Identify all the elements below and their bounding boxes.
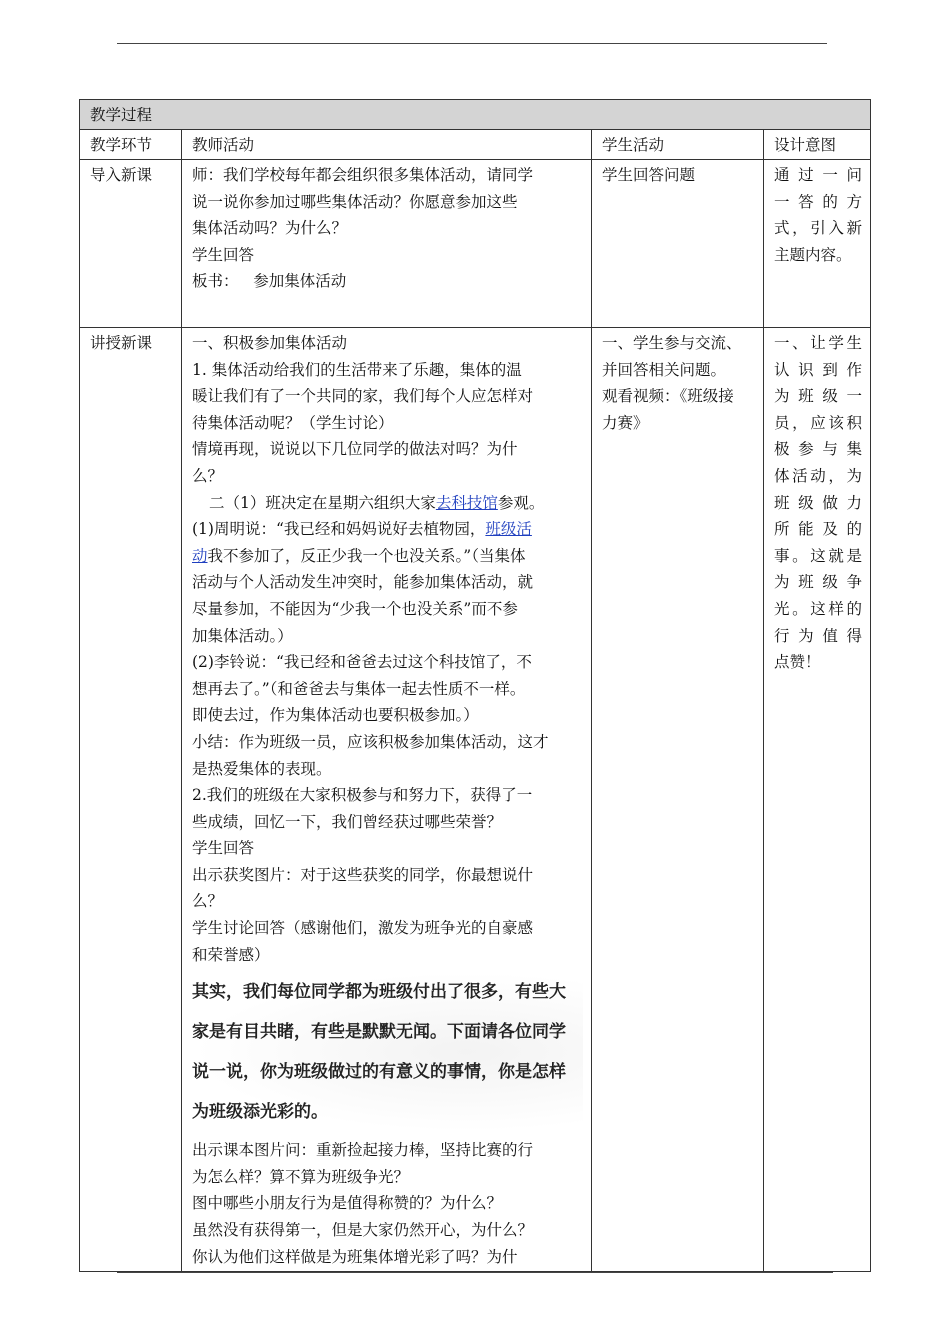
zhou-prefix: (1)周明说：“我已经和妈妈说好去植物园， <box>192 520 486 539</box>
text-line: 通 过 一 问 <box>774 166 863 184</box>
intro-stage: 导入新课 <box>80 160 182 328</box>
text-line: 是热爱集体的表现。 <box>192 759 332 778</box>
zhou-line <box>192 516 583 543</box>
column-header-row <box>80 130 871 160</box>
intro-intent-cell <box>764 160 871 328</box>
bold-line: 为班级添光彩的。 <box>192 1102 328 1123</box>
text-line: 并回答相关问题。 <box>602 360 727 379</box>
section-title: 教学过程 <box>80 100 871 130</box>
class-activity-link[interactable]: 班级活 <box>485 520 532 539</box>
text-line: 力赛》 <box>602 413 649 432</box>
text-line: 事。这就是 <box>774 546 863 565</box>
text-line: 认 识 到 作 <box>774 360 863 379</box>
text-line: 些成绩，回忆一下，我们曾经获过哪些荣誉？ <box>192 812 503 831</box>
text-line: 学生回答 <box>192 839 255 858</box>
header-student: 学生活动 <box>592 130 764 160</box>
text-line: 极 参 与 集 <box>774 440 863 459</box>
text-line: 说一说你参加过哪些集体活动？你愿意参加这些 <box>192 192 518 211</box>
scene-line <box>192 490 583 517</box>
intro-student-cell: 学生回答问题 <box>592 160 764 328</box>
text-line: 一、学生参与交流、 <box>602 334 742 352</box>
text-line: 一 答 的 方 <box>774 192 863 211</box>
text-line: 2.我们的班级在大家积极参与和努力下，获得了一 <box>192 786 533 805</box>
text-line: 师：我们学校每年都会组织很多集体活动，请同学 <box>192 166 534 184</box>
top-rule <box>117 43 827 44</box>
bold-line: 家是有目共睹，有些是默默无闻。下面请各位同学 <box>192 1022 566 1043</box>
intro-row <box>80 160 871 328</box>
zhou-suffix: 我不参加了，反正少我一个也没关系。”（当集体 <box>207 546 526 565</box>
text-line: 为怎么样？算不算为班级争光？ <box>192 1167 410 1186</box>
embedded-text-image <box>192 972 583 1132</box>
header-stage: 教学环节 <box>80 130 182 160</box>
bold-line: 说一说，你为班级做过的有意义的事情，你是怎样 <box>192 1062 566 1083</box>
text-line: 即使去过，作为集体活动也要积极参加。） <box>192 706 479 725</box>
text-line: 加集体活动。） <box>192 626 293 645</box>
text-line: 集体活动吗？为什么？ <box>192 219 348 238</box>
text-line: 小结：作为班级一员，应该积极参加集体活动，这才 <box>192 732 549 751</box>
text-line: 为 班 级 一 <box>774 387 863 406</box>
main-student-cell <box>592 328 764 1272</box>
main-row <box>80 328 871 1272</box>
science-museum-link[interactable]: 去科技馆 <box>435 493 498 512</box>
text-line: 虽然没有获得第一，但是大家仍然开心，为什么？ <box>192 1221 534 1240</box>
text-line: 点赞！ <box>774 653 821 672</box>
intro-teacher-cell <box>182 160 592 328</box>
text-line: 么？ <box>192 466 224 485</box>
text-line: 行 为 值 得 <box>774 626 863 645</box>
scene-suffix: 参观。 <box>497 493 545 512</box>
text-line: 员，应该积 <box>774 413 863 432</box>
lesson-table <box>79 99 871 1272</box>
text-line: 你认为他们这样做是为班集体增光彩了吗？为什 <box>192 1247 518 1266</box>
text-line: (2)李铃说：“我已经和爸爸去过这个科技馆了，不 <box>192 653 532 672</box>
text-line: 活动与个人活动发生冲突时，能参加集体活动，就 <box>192 573 534 592</box>
text-line: 班 级 做 力 <box>774 493 863 512</box>
text-line: 体活动，为 <box>774 466 863 485</box>
text-line: 主题内容。 <box>774 245 852 264</box>
text-line: 想再去了。”（和爸爸去与集体一起去性质不一样。 <box>192 679 526 698</box>
text-line: 板书： 参加集体活动 <box>192 272 347 291</box>
header-intent: 设计意图 <box>764 130 871 160</box>
scene-prefix: 二（1）班决定在星期六组织大家 <box>209 493 436 512</box>
main-stage: 讲授新课 <box>80 328 182 1272</box>
text-line: 观看视频：《班级接 <box>602 387 734 406</box>
text-line: 情境再现，说说以下几位同学的做法对吗？为什 <box>192 440 518 459</box>
text-line: 学生讨论回答（感谢他们，激发为班争光的自豪感 <box>192 919 534 938</box>
text-line: 图中哪些小朋友行为是值得称赞的？为什么？ <box>192 1194 503 1213</box>
text-line: 尽量参加，不能因为“少我一个也没关系”而不参 <box>192 599 518 618</box>
text-line: 暖让我们有了一个共同的家，我们每个人应怎样对 <box>192 387 534 406</box>
header-teacher: 教师活动 <box>182 130 592 160</box>
text-line: 学生回答 <box>192 245 255 264</box>
text-line: 一、让学生 <box>774 334 863 352</box>
text-line: 出示获奖图片：对于这些获奖的同学，你最想说什 <box>192 865 534 884</box>
text-line: 么？ <box>192 892 224 911</box>
text-line: 一、积极参加集体活动 <box>192 334 348 352</box>
main-teacher-cell <box>182 328 592 1272</box>
text-line: 和荣誉感） <box>192 945 270 964</box>
text-line: 1. 集体活动给我们的生活带来了乐趣，集体的温 <box>192 360 522 379</box>
class-activity-link-cont[interactable]: 动 <box>192 546 208 565</box>
text-line: 待集体活动呢？（学生讨论） <box>192 413 394 432</box>
text-line: 光。这样的 <box>774 599 863 618</box>
bold-line: 其实，我们每位同学都为班级付出了很多，有些大 <box>192 982 566 1003</box>
text-line: 式，引入新 <box>774 219 863 238</box>
text-line: 所 能 及 的 <box>774 520 863 539</box>
text-line: 为 班 级 争 <box>774 573 863 592</box>
text-line: 出示课本图片问：重新捡起接力棒，坚持比赛的行 <box>192 1141 534 1160</box>
zhou-line-2 <box>192 543 583 570</box>
main-intent-cell <box>764 328 871 1272</box>
section-title-row <box>80 100 871 130</box>
bottom-rule <box>117 1272 833 1273</box>
